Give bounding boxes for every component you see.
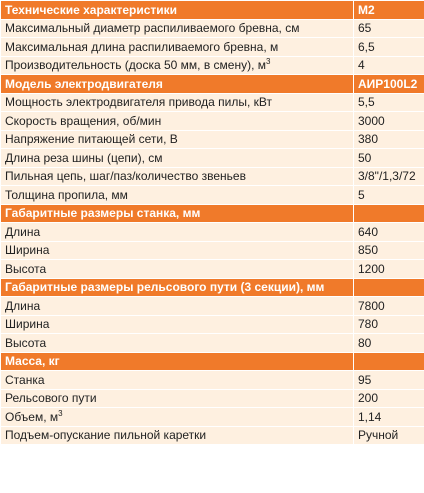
spec-label: Мощность электродвигателя привода пилы, кВт: [1, 94, 353, 112]
spec-value: 200: [354, 390, 424, 408]
spec-label-cell: [1, 57, 353, 75]
table-row: [1, 334, 424, 352]
table-row: [1, 223, 424, 241]
section-header-rail-dimensions: [1, 279, 424, 297]
spec-label: Длина: [1, 297, 353, 315]
section-header-specifications: [1, 1, 424, 19]
table-row: [1, 260, 424, 278]
spec-value: 5,5: [354, 94, 424, 112]
table-row: [1, 131, 424, 149]
section-value: М2: [354, 1, 424, 19]
section-header-mass: [1, 353, 424, 371]
table-row: [1, 112, 424, 130]
table-row: [1, 297, 424, 315]
spec-label: Рельсового пути: [1, 390, 353, 408]
section-title: Масса, кг: [1, 353, 353, 371]
spec-value: 780: [354, 316, 424, 334]
spec-value: 1200: [354, 260, 424, 278]
spec-value: 640: [354, 223, 424, 241]
spec-value: 95: [354, 371, 424, 389]
spec-value: 5: [354, 186, 424, 204]
spec-value: Ручной: [354, 427, 424, 445]
spec-label: Напряжение питающей сети, В: [1, 131, 353, 149]
spec-value: 65: [354, 20, 424, 38]
spec-label: Максимальный диаметр распиливаемого бревна, см: [1, 20, 353, 38]
spec-value: 7800: [354, 297, 424, 315]
spec-label: Высота: [1, 334, 353, 352]
section-title: Модель электродвигателя: [1, 75, 353, 93]
table-row: [1, 186, 424, 204]
spec-label: Высота: [1, 260, 353, 278]
section-header-machine-dimensions: [1, 205, 424, 223]
section-header-motor-model: [1, 75, 424, 93]
spec-value: 380: [354, 131, 424, 149]
spec-label: Длина: [1, 223, 353, 241]
spec-value: 50: [354, 149, 424, 167]
table-row: [1, 168, 424, 186]
section-title: Технические характеристики: [1, 1, 353, 19]
table-row: [1, 149, 424, 167]
spec-label: Ширина: [1, 316, 353, 334]
table-row: [1, 38, 424, 56]
section-title: Габаритные размеры станка, мм: [1, 205, 353, 223]
table-row: [1, 427, 424, 445]
spec-label: Станка: [1, 371, 353, 389]
spec-label: Производительность (доска 50 мм, в смену), м: [5, 58, 267, 73]
spec-label: Максимальная длина распиливаемого бревна, м: [1, 38, 353, 56]
spec-label: Скорость вращения, об/мин: [1, 112, 353, 130]
spec-label: Ширина: [1, 242, 353, 260]
spec-value: 80: [354, 334, 424, 352]
spec-label-cell: [1, 408, 353, 426]
table-row: [1, 242, 424, 260]
section-value: [354, 353, 424, 371]
table-row: [1, 408, 424, 426]
table-row: [1, 20, 424, 38]
spec-label: Длина реза шины (цепи), см: [1, 149, 353, 167]
spec-label: Пильная цепь, шаг/паз/количество звеньев: [1, 168, 353, 186]
table-row: [1, 316, 424, 334]
section-value: [354, 279, 424, 297]
table-row: [1, 57, 424, 75]
table-row: [1, 371, 424, 389]
spec-label: Объем, м: [5, 409, 59, 424]
section-title: Габаритные размеры рельсового пути (3 секции), мм: [1, 279, 353, 297]
unit-exponent: 3: [266, 57, 271, 67]
table-row: [1, 390, 424, 408]
spec-label: Толщина пропила, мм: [1, 186, 353, 204]
spec-value: 6,5: [354, 38, 424, 56]
spec-value: 850: [354, 242, 424, 260]
spec-value: 3000: [354, 112, 424, 130]
spec-value: 1,14: [354, 408, 424, 426]
spec-label: Подъем-опускание пильной каретки: [1, 427, 353, 445]
spec-value: 4: [354, 57, 424, 75]
unit-exponent: 3: [58, 408, 63, 418]
spec-value: 3/8"/1,3/72: [354, 168, 424, 186]
section-value: АИР100L2: [354, 75, 424, 93]
table-row: [1, 94, 424, 112]
section-value: [354, 205, 424, 223]
